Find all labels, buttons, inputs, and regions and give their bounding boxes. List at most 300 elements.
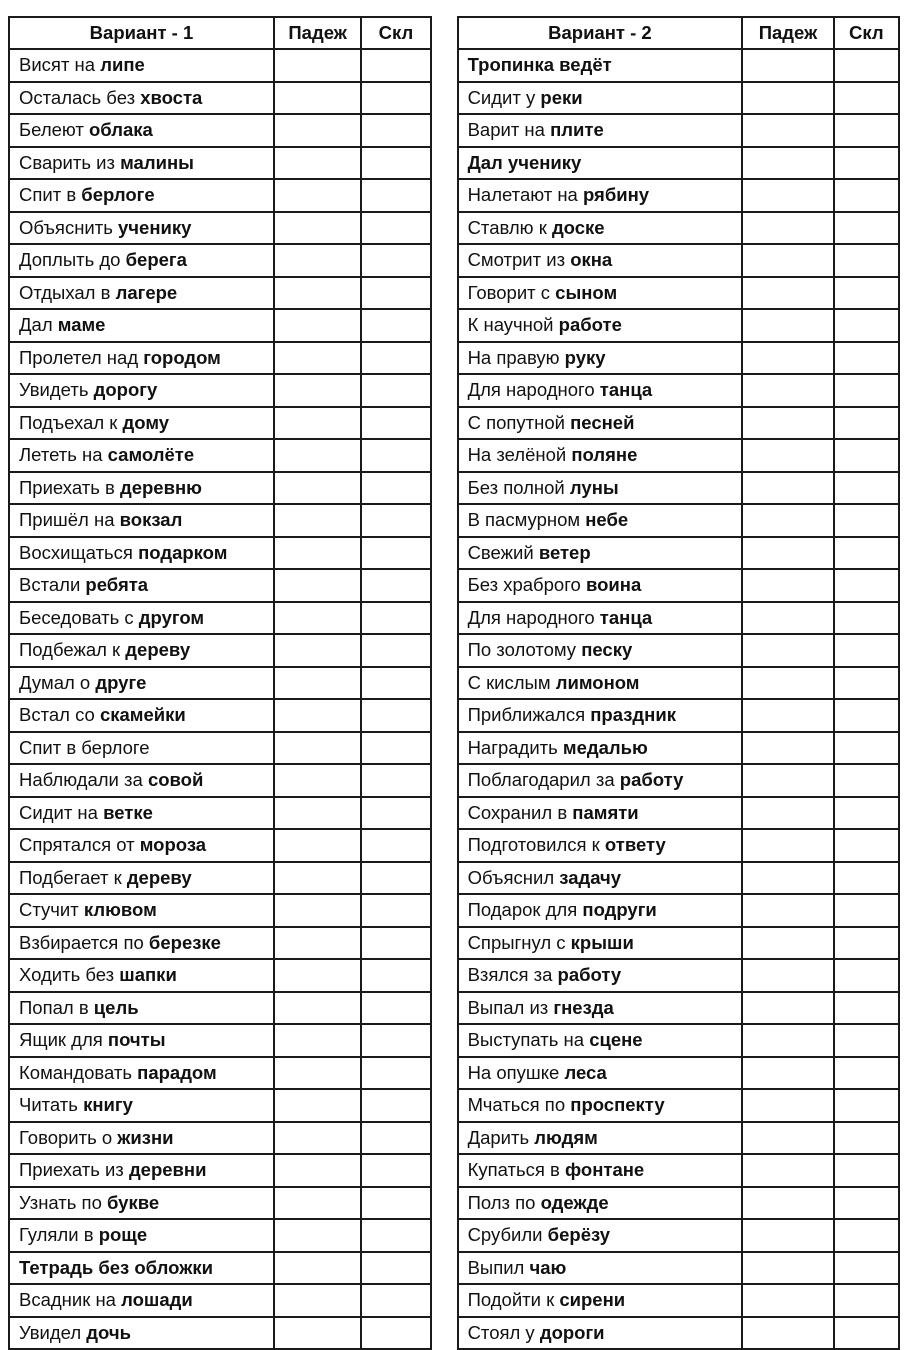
phrase-plain: На правую [467,346,565,368]
case-answer-cell[interactable] [742,49,833,82]
case-answer-cell[interactable] [742,1089,833,1122]
declension-answer-cell[interactable] [834,569,899,602]
phrase-highlight: лагере [115,281,178,303]
phrase-plain: Приехать из [19,1159,129,1180]
case-answer-cell[interactable] [274,569,361,602]
phrase-highlight: работу [619,769,684,790]
declension-answer-cell[interactable] [834,1089,899,1122]
phrase-cell [458,732,743,765]
phrase-highlight: дереву [125,639,191,660]
phrase-highlight: сирени [559,1289,626,1310]
case-answer-cell[interactable] [742,212,833,245]
phrase-highlight: праздник [590,704,676,725]
phrase-plain: Стоял у [467,1321,540,1343]
declension-answer-cell[interactable] [361,374,430,407]
case-answer-cell[interactable] [274,829,361,862]
phrase-highlight: сцене [589,1029,643,1050]
table-row [9,602,431,635]
phrase-highlight: ветер [538,541,591,563]
table-row [458,147,899,180]
phrase-highlight: роще [98,1224,148,1245]
phrase-highlight: дороги [539,1321,605,1343]
phrase-cell [9,862,274,895]
case-answer-cell[interactable] [742,1252,833,1285]
declension-answer-cell[interactable] [361,862,430,895]
phrase-cell [458,1219,743,1252]
phrase-plain: Спрятался от [19,834,140,855]
declension-answer-cell[interactable] [834,634,899,667]
case-answer-cell[interactable] [742,439,833,472]
phrase-highlight: берёзу [547,1224,611,1245]
declension-answer-cell[interactable] [361,1252,430,1285]
declension-answer-cell[interactable] [361,992,430,1025]
phrase-highlight: работе [558,314,622,335]
case-answer-cell[interactable] [742,374,833,407]
phrase-highlight: маме [57,314,106,335]
declension-answer-cell[interactable] [361,1057,430,1090]
declension-answer-cell[interactable] [834,732,899,765]
case-answer-cell[interactable] [274,179,361,212]
declension-answer-cell[interactable] [361,504,430,537]
case-answer-cell[interactable] [274,894,361,927]
phrase-cell [458,1089,743,1122]
phrase-highlight: деревни [128,1159,207,1180]
case-answer-cell[interactable] [742,342,833,375]
declension-answer-cell[interactable] [834,439,899,472]
declension-answer-cell[interactable] [361,569,430,602]
phrase-plain: Для народного [467,379,600,400]
case-answer-cell[interactable] [274,114,361,147]
declension-answer-cell[interactable] [834,1154,899,1187]
phrase-highlight: берега [125,249,187,270]
phrase-highlight: букве [107,1191,160,1213]
declension-answer-cell[interactable] [834,1284,899,1317]
table-row [458,894,899,927]
case-answer-cell[interactable] [742,732,833,765]
case-column-header: Падеж [274,17,361,49]
phrase-plain: Пролетел над [19,346,144,368]
table-row [9,439,431,472]
case-answer-cell[interactable] [274,1057,361,1090]
phrase-plain: Приехать в [19,476,120,498]
case-answer-cell[interactable] [274,1024,361,1057]
phrase-cell [9,1317,274,1350]
declension-answer-cell[interactable] [361,1024,430,1057]
phrase-plain: Лететь на [19,444,108,465]
case-answer-cell[interactable] [742,277,833,310]
case-answer-cell[interactable] [742,114,833,147]
phrase-plain: Купаться в [467,1159,565,1180]
phrase-cell [9,829,274,862]
case-answer-cell[interactable] [274,1089,361,1122]
table-row [9,797,431,830]
phrase-cell [9,504,274,537]
declension-answer-cell[interactable] [361,797,430,830]
phrase-plain: Поблагодарил за [467,769,620,790]
declension-answer-cell[interactable] [834,699,899,732]
declension-answer-cell[interactable] [834,342,899,375]
table-row [458,82,899,115]
phrase-highlight: дому [122,411,170,433]
case-answer-cell[interactable] [742,634,833,667]
declension-answer-cell[interactable] [361,1284,430,1317]
table-row [9,927,431,960]
phrase-plain: Для народного [467,606,600,628]
declension-answer-cell[interactable] [834,992,899,1025]
declension-answer-cell[interactable] [834,309,899,342]
phrase-plain: Спит в [19,184,82,205]
variant-2-rows [458,49,899,1349]
case-answer-cell[interactable] [274,667,361,700]
declension-answer-cell[interactable] [361,1089,430,1122]
declension-answer-cell[interactable] [834,1252,899,1285]
phrase-plain: Ходить без [19,964,120,985]
case-answer-cell[interactable] [742,1284,833,1317]
case-answer-cell[interactable] [274,342,361,375]
phrase-highlight: шапки [119,964,177,985]
header-row [9,17,431,49]
case-answer-cell[interactable] [274,309,361,342]
table-row [458,1024,899,1057]
case-answer-cell[interactable] [742,147,833,180]
phrase-cell [458,959,743,992]
case-answer-cell[interactable] [274,1284,361,1317]
phrase-highlight: дочь [86,1321,131,1343]
case-answer-cell[interactable] [742,829,833,862]
declension-answer-cell[interactable] [361,959,430,992]
declension-answer-cell[interactable] [834,797,899,830]
case-answer-cell[interactable] [274,277,361,310]
phrase-highlight: воина [585,574,642,595]
phrase-cell [458,764,743,797]
declension-answer-cell[interactable] [361,472,430,505]
phrase-cell [458,667,743,700]
declension-answer-cell[interactable] [834,602,899,635]
phrase-cell [9,49,274,82]
case-answer-cell[interactable] [274,992,361,1025]
case-answer-cell[interactable] [274,959,361,992]
case-answer-cell[interactable] [274,1154,361,1187]
case-answer-cell[interactable] [274,244,361,277]
declension-answer-cell[interactable] [834,927,899,960]
case-answer-cell[interactable] [742,407,833,440]
table-row [458,1284,899,1317]
phrase-cell [9,537,274,570]
phrase-plain: Наблюдали за [19,769,148,790]
declension-answer-cell[interactable] [834,244,899,277]
phrase-highlight: памяти [572,801,639,823]
case-answer-cell[interactable] [274,797,361,830]
table-row [458,342,899,375]
case-answer-cell[interactable] [742,1057,833,1090]
phrase-plain: В пасмурном [467,509,586,530]
phrase-cell [458,472,743,505]
table-row [9,764,431,797]
phrase-plain: С кислым [467,671,556,693]
table-row [458,1154,899,1187]
declension-answer-cell[interactable] [361,277,430,310]
declension-answer-cell[interactable] [361,634,430,667]
phrase-plain: Приближался [467,704,591,725]
case-answer-cell[interactable] [274,862,361,895]
case-answer-cell[interactable] [742,602,833,635]
declension-answer-cell[interactable] [834,959,899,992]
phrase-highlight: лимоном [555,671,640,693]
table-row [458,1317,899,1350]
phrase-cell [9,114,274,147]
declension-answer-cell[interactable] [361,1122,430,1155]
case-answer-cell[interactable] [274,634,361,667]
phrase-cell [9,1024,274,1057]
declension-answer-cell[interactable] [834,114,899,147]
declension-answer-cell[interactable] [361,179,430,212]
case-answer-cell[interactable] [274,49,361,82]
phrase-highlight: мороза [139,834,207,855]
case-answer-cell[interactable] [742,1317,833,1350]
phrase-cell [9,1154,274,1187]
case-answer-cell[interactable] [742,1154,833,1187]
declension-answer-cell[interactable] [834,212,899,245]
case-answer-cell[interactable] [742,992,833,1025]
case-answer-cell[interactable] [274,1187,361,1220]
declension-column-header: Скл [834,17,899,49]
case-answer-cell[interactable] [274,472,361,505]
declension-answer-cell[interactable] [361,732,430,765]
phrase-cell [9,342,274,375]
phrase-cell [9,244,274,277]
phrase-highlight: Тетрадь без обложки [19,1256,213,1278]
phrase-plain: Подойти к [467,1289,560,1310]
declension-answer-cell[interactable] [834,277,899,310]
declension-answer-cell[interactable] [361,537,430,570]
table-row [458,439,899,472]
phrase-cell [458,114,743,147]
phrase-highlight: друге [95,671,147,693]
case-answer-cell[interactable] [274,1122,361,1155]
declension-answer-cell[interactable] [834,504,899,537]
case-answer-cell[interactable] [274,82,361,115]
phrase-highlight: лошади [121,1289,193,1310]
case-answer-cell[interactable] [742,667,833,700]
declension-answer-cell[interactable] [834,49,899,82]
case-answer-cell[interactable] [742,244,833,277]
case-answer-cell[interactable] [742,82,833,115]
declension-answer-cell[interactable] [834,1057,899,1090]
phrase-highlight: песней [570,411,635,433]
case-answer-cell[interactable] [274,1219,361,1252]
phrase-plain: Сидит на [19,801,104,823]
declension-answer-cell[interactable] [834,472,899,505]
declension-answer-cell[interactable] [834,829,899,862]
case-answer-cell[interactable] [742,1122,833,1155]
declension-answer-cell[interactable] [361,927,430,960]
phrase-highlight: руку [564,346,606,368]
case-answer-cell[interactable] [274,1252,361,1285]
declension-answer-cell[interactable] [834,1122,899,1155]
phrase-plain: Мчаться по [467,1094,571,1115]
table-row [9,1154,431,1187]
declension-answer-cell[interactable] [361,212,430,245]
declension-answer-cell[interactable] [361,1317,430,1350]
phrase-plain: С попутной [467,411,571,433]
phrase-highlight: малины [120,151,194,173]
phrase-cell [458,1122,743,1155]
declension-answer-cell[interactable] [361,829,430,862]
phrase-cell [9,959,274,992]
case-answer-cell[interactable] [274,407,361,440]
case-answer-cell[interactable] [742,1187,833,1220]
phrase-highlight: людям [534,1126,598,1148]
phrase-cell [9,1089,274,1122]
declension-answer-cell[interactable] [361,82,430,115]
table-row [9,82,431,115]
phrase-plain: Ставлю к [467,216,552,238]
case-answer-cell[interactable] [742,927,833,960]
case-answer-cell[interactable] [742,699,833,732]
phrase-cell [9,569,274,602]
table-row [9,374,431,407]
case-answer-cell[interactable] [742,764,833,797]
case-answer-cell[interactable] [742,179,833,212]
case-answer-cell[interactable] [742,309,833,342]
phrase-cell [9,894,274,927]
case-answer-cell[interactable] [742,1219,833,1252]
phrase-plain: Стучит [19,899,84,920]
phrase-plain: Беседовать с [19,606,139,628]
phrase-plain: Свежий [467,541,539,563]
phrase-cell [9,212,274,245]
case-answer-cell[interactable] [742,797,833,830]
declension-answer-cell[interactable] [361,764,430,797]
phrase-cell [458,179,743,212]
case-answer-cell[interactable] [742,569,833,602]
case-answer-cell[interactable] [274,504,361,537]
declension-answer-cell[interactable] [361,147,430,180]
phrase-highlight: небе [585,509,629,530]
case-answer-cell[interactable] [274,147,361,180]
phrase-plain: Пришёл на [19,509,120,530]
declension-answer-cell[interactable] [361,407,430,440]
case-answer-cell[interactable] [742,472,833,505]
phrase-plain: Подготовился к [467,834,605,855]
case-answer-cell[interactable] [274,1317,361,1350]
case-answer-cell[interactable] [742,504,833,537]
variant-1-table [8,16,432,1350]
declension-answer-cell[interactable] [361,1219,430,1252]
phrase-cell [9,1122,274,1155]
declension-answer-cell[interactable] [361,342,430,375]
declension-answer-cell[interactable] [834,374,899,407]
case-answer-cell[interactable] [274,602,361,635]
declension-answer-cell[interactable] [361,309,430,342]
declension-answer-cell[interactable] [834,894,899,927]
case-answer-cell[interactable] [274,927,361,960]
phrase-plain: Выступать на [467,1029,590,1050]
declension-answer-cell[interactable] [834,1219,899,1252]
declension-answer-cell[interactable] [834,1317,899,1350]
table-row [9,732,431,765]
case-answer-cell[interactable] [742,1024,833,1057]
declension-answer-cell[interactable] [361,244,430,277]
declension-answer-cell[interactable] [834,82,899,115]
phrase-cell [458,147,743,180]
declension-answer-cell[interactable] [361,114,430,147]
case-answer-cell[interactable] [742,862,833,895]
phrase-plain: К научной [467,314,559,335]
declension-answer-cell[interactable] [361,602,430,635]
phrase-highlight: поляне [571,444,638,465]
phrase-plain: Объяснил [467,866,560,888]
case-answer-cell[interactable] [274,537,361,570]
phrase-highlight: подарком [138,541,228,563]
case-answer-cell[interactable] [274,732,361,765]
declension-answer-cell[interactable] [834,179,899,212]
declension-answer-cell[interactable] [834,407,899,440]
phrase-cell [458,927,743,960]
declension-answer-cell[interactable] [834,1024,899,1057]
phrase-plain: Думал о [19,671,96,693]
declension-answer-cell[interactable] [834,862,899,895]
phrase-cell [9,602,274,635]
case-answer-cell[interactable] [274,374,361,407]
case-answer-cell[interactable] [742,894,833,927]
phrase-cell [458,407,743,440]
table-row [458,699,899,732]
declension-answer-cell[interactable] [834,764,899,797]
table-row [9,829,431,862]
case-answer-cell[interactable] [742,537,833,570]
declension-answer-cell[interactable] [361,49,430,82]
phrase-highlight: луны [569,476,619,498]
table-row [458,114,899,147]
declension-answer-cell[interactable] [361,1154,430,1187]
phrase-highlight: ответу [604,834,666,855]
phrase-highlight: ветке [103,801,153,823]
variant-2-table [457,16,900,1350]
declension-answer-cell[interactable] [361,699,430,732]
phrase-cell [458,1024,743,1057]
table-row [9,1024,431,1057]
table-row [9,342,431,375]
phrase-plain: Сидит у [467,86,541,108]
declension-answer-cell[interactable] [361,439,430,472]
phrase-cell [458,309,743,342]
table-row [458,277,899,310]
phrase-highlight: медалью [562,736,648,758]
phrase-plain: Говорить о [19,1126,118,1148]
declension-answer-cell[interactable] [834,537,899,570]
declension-answer-cell[interactable] [361,667,430,700]
declension-answer-cell[interactable] [834,1187,899,1220]
declension-answer-cell[interactable] [834,667,899,700]
phrase-plain: Попал в [19,996,94,1018]
table-row [9,309,431,342]
declension-answer-cell[interactable] [361,894,430,927]
case-answer-cell[interactable] [274,439,361,472]
phrase-highlight: чаю [529,1256,567,1278]
phrase-highlight: танца [599,606,653,628]
table-row [9,1219,431,1252]
declension-answer-cell[interactable] [834,147,899,180]
case-answer-cell[interactable] [274,699,361,732]
phrase-cell [9,309,274,342]
phrase-plain: Доплыть до [19,249,126,270]
case-answer-cell[interactable] [274,764,361,797]
declension-answer-cell[interactable] [361,1187,430,1220]
phrase-highlight: работу [557,964,622,985]
case-answer-cell[interactable] [742,959,833,992]
case-answer-cell[interactable] [274,212,361,245]
